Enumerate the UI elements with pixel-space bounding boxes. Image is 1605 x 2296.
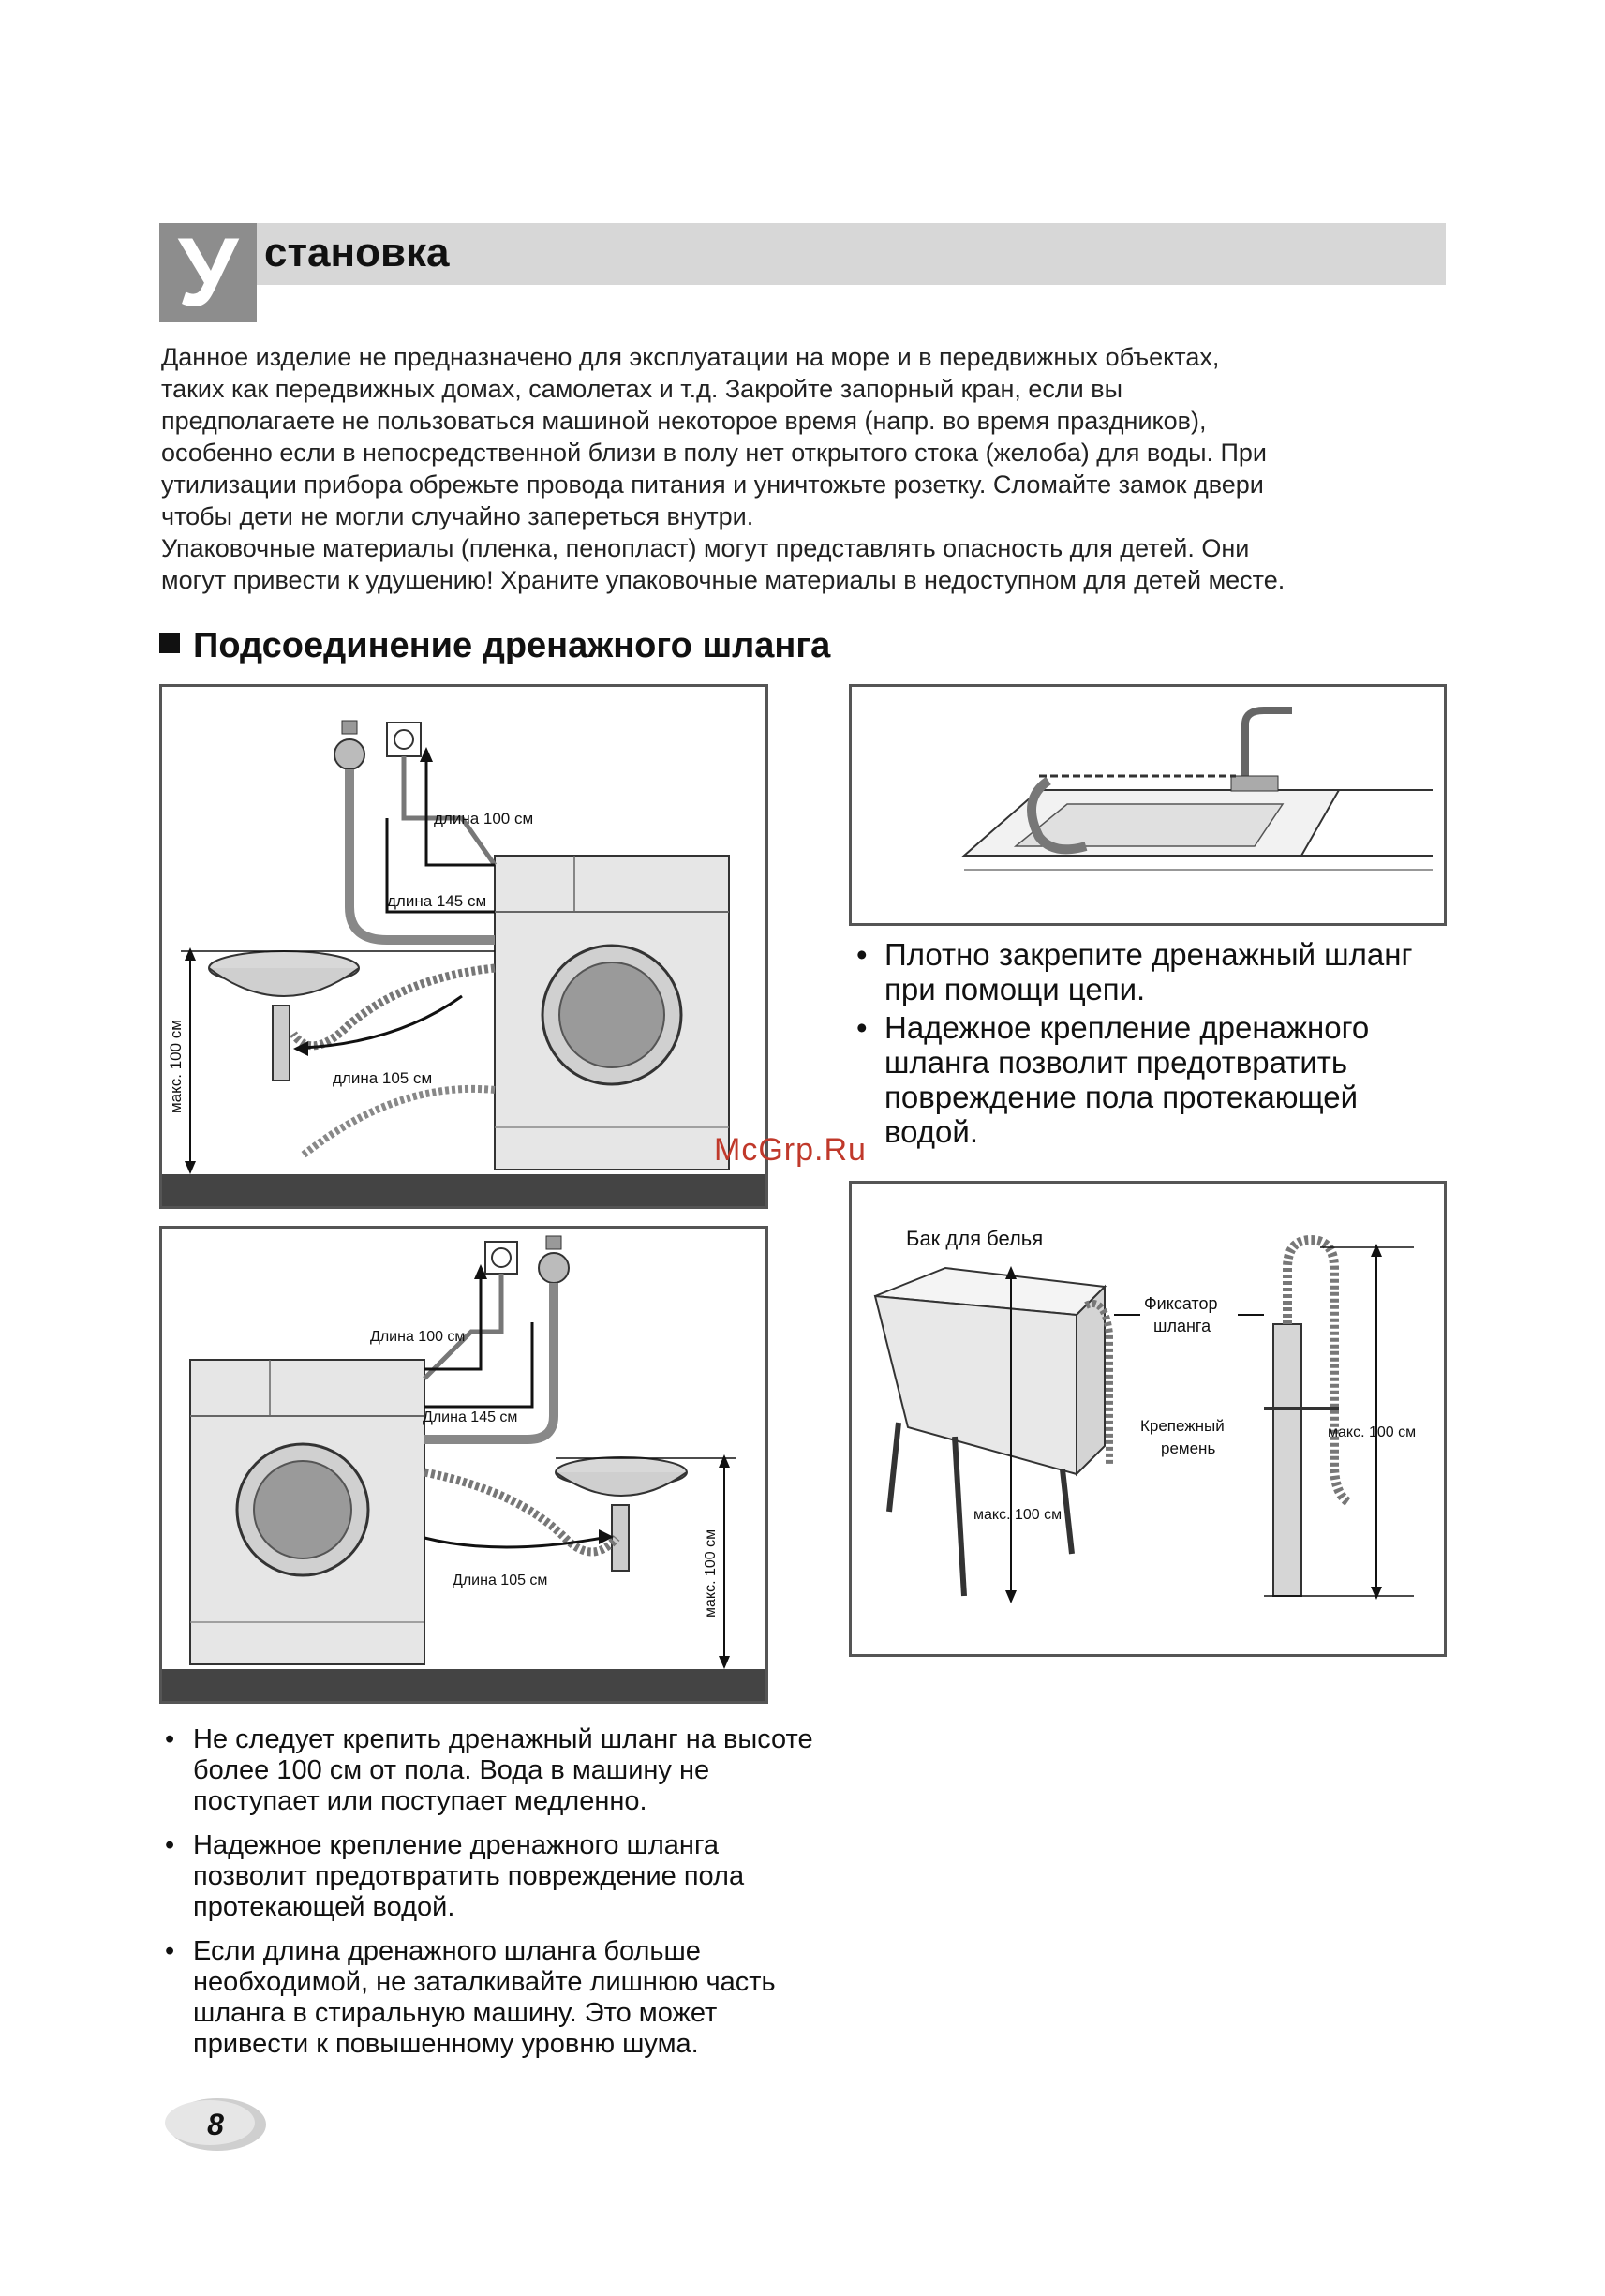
intro-text: [161, 341, 1454, 596]
floor: [162, 1669, 765, 1701]
faucet-icon: [1245, 710, 1292, 781]
page-title: становка: [264, 230, 450, 276]
height-bullets: [161, 1724, 836, 2073]
watermark: McGrp.Ru: [714, 1132, 867, 1168]
power-cord: [424, 1274, 501, 1379]
intro-line: предполагаете не пользоваться машиной некоторое время (напр. во время праздников),: [161, 407, 1207, 435]
power-socket-icon: [387, 723, 421, 756]
power-socket-icon: [485, 1242, 517, 1274]
section-heading: [159, 622, 830, 669]
length-145-label: длина 145 см: [387, 892, 487, 910]
max-height-label: макс. 100 см: [703, 1528, 719, 1618]
tub-leg: [955, 1437, 964, 1596]
drain-diagram-1: [162, 687, 765, 1206]
diagram-laundry-tub: [849, 1181, 1447, 1657]
strap-label-2: ремень: [1161, 1439, 1216, 1457]
page-number-badge: [161, 2095, 266, 2154]
length-145-label: Длина 145 см: [423, 1409, 518, 1425]
intro-line: утилизации прибора обрежьте провода питания и уничтожьте розетку. Сломайте замок двери: [161, 470, 1264, 499]
max-height-label: макс. 100 см: [167, 1020, 185, 1113]
pipe-max-label: макс. 100 см: [1328, 1424, 1417, 1440]
intro-line: Данное изделие не предназначено для эксплуатации на море и в передвижных объектах,: [161, 343, 1220, 371]
water-tap-icon: [539, 1253, 569, 1283]
diagram-drain-to-sink-right: [159, 1226, 768, 1704]
page-number-graphic: [161, 2095, 266, 2154]
diagram-sink-chain: [849, 684, 1447, 926]
tub-leg: [1063, 1469, 1072, 1554]
intro-line: особенно если в непосредственной близи в полу нет открытого стока (желоба) для воды. При: [161, 439, 1267, 467]
page-number: 8: [207, 2108, 224, 2141]
hose-holder-label-1: Фиксатор: [1144, 1294, 1218, 1313]
inlet-hose: [349, 769, 495, 940]
intro-line: чтобы дети не могли случайно запереться внутри.: [161, 502, 754, 530]
length-100-label: длина 100 см: [434, 810, 534, 827]
bullet-item: • Плотно закрепите дренажный шланг при помощи цепи.: [853, 937, 1452, 1006]
intro-line: могут привести к удушению! Храните упаковочные материалы в недоступном для детей месте.: [161, 566, 1285, 594]
title-initial: У: [159, 223, 257, 322]
tub-leg: [889, 1423, 899, 1512]
intro-line: таких как передвижных домах, самолетах и т.д. Закройте запорный кран, если вы: [161, 375, 1123, 403]
section-heading-text: Подсоединение дренажного шланга: [193, 626, 831, 665]
hose-holder-label-2: шланга: [1153, 1317, 1211, 1335]
faucet-base: [1231, 776, 1278, 791]
length-105-label: длина 105 см: [333, 1069, 433, 1087]
tub-label: Бак для белья: [906, 1227, 1044, 1250]
diagram-drain-to-sink-left: [159, 684, 768, 1209]
bullet-item: • Надежное крепление дренажного шланга позволит предотвратить повреждение пола протекающей водой.: [853, 1010, 1452, 1149]
sink-chain-diagram: [852, 687, 1444, 923]
length-105-label: Длина 105 см: [453, 1573, 548, 1588]
strap-label-1: Крепежный: [1140, 1417, 1225, 1435]
laundry-tub-diagram: [852, 1184, 1444, 1654]
length-100-label: Длина 100 см: [370, 1329, 466, 1345]
intro-line: Упаковочные материалы (пленка, пенопласт) могут представлять опасность для детей. Они: [161, 534, 1250, 562]
chain-bullets: [853, 937, 1452, 1153]
water-tap-icon: [334, 739, 364, 769]
sink-drain-pipe: [273, 1006, 290, 1081]
floor: [162, 1174, 765, 1206]
tub-max-label: макс. 100 см: [973, 1507, 1063, 1523]
bullet-item: • Если длина дренажного шланга больше необходимой, не заталкивайте лишнюю часть шланга в стиральную машину. Это может привести к повышенному уровню шума.: [161, 1936, 836, 2060]
standpipe: [1273, 1324, 1301, 1596]
drain-diagram-2: [162, 1229, 765, 1701]
square-bullet-icon: [159, 633, 180, 653]
bullet-item: • Не следует крепить дренажный шланг на высоте более 100 см от пола. Вода в машину не поступает или поступает медленно.: [161, 1724, 836, 1817]
sink-drain-pipe: [612, 1505, 629, 1571]
bullet-item: • Надежное крепление дренажного шланга позволит предотвратить повреждение пола протекающей водой.: [161, 1830, 836, 1923]
